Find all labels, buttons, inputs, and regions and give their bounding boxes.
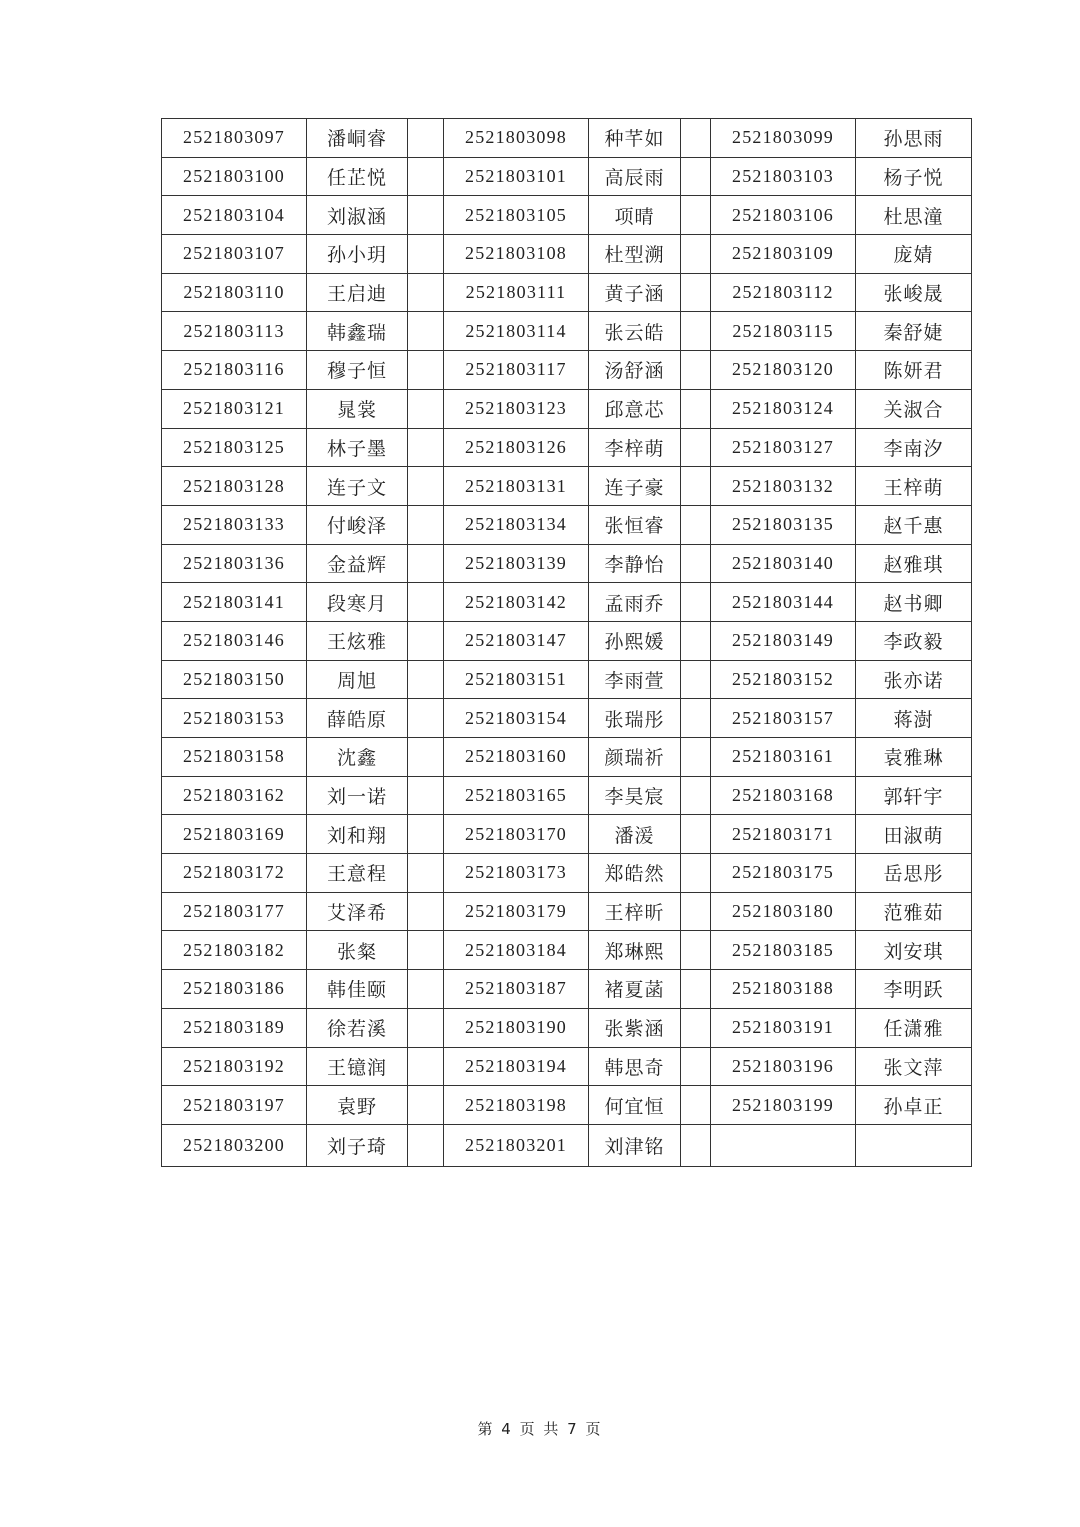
student-id-cell: 2521803134 bbox=[444, 505, 589, 544]
spacer-cell bbox=[408, 389, 444, 428]
student-id-cell: 2521803131 bbox=[444, 467, 589, 506]
roster-body bbox=[162, 119, 972, 1167]
student-id-cell: 2521803190 bbox=[444, 1008, 589, 1047]
spacer-cell bbox=[408, 544, 444, 583]
student-name-cell: 王镱润 bbox=[307, 1047, 408, 1086]
student-id-cell: 2521803115 bbox=[711, 312, 856, 351]
spacer-cell bbox=[408, 157, 444, 196]
spacer-cell bbox=[681, 854, 711, 893]
student-name-cell: 汤舒涵 bbox=[589, 351, 681, 390]
spacer-cell bbox=[408, 970, 444, 1009]
student-name-cell: 连子文 bbox=[307, 467, 408, 506]
student-name-cell: 蒋澍 bbox=[856, 699, 972, 738]
student-name-cell: 王意程 bbox=[307, 854, 408, 893]
spacer-cell bbox=[681, 699, 711, 738]
student-id-cell: 2521803114 bbox=[444, 312, 589, 351]
table-row bbox=[162, 776, 972, 815]
student-id-cell: 2521803185 bbox=[711, 931, 856, 970]
table-row bbox=[162, 428, 972, 467]
spacer-cell bbox=[408, 1008, 444, 1047]
spacer-cell bbox=[681, 931, 711, 970]
student-id-cell: 2521803127 bbox=[711, 428, 856, 467]
table-row bbox=[162, 583, 972, 622]
student-name-cell: 刘一诺 bbox=[307, 776, 408, 815]
student-name-cell: 种芊如 bbox=[589, 119, 681, 158]
student-id-cell: 2521803142 bbox=[444, 583, 589, 622]
student-id-cell: 2521803106 bbox=[711, 196, 856, 235]
student-id-cell: 2521803149 bbox=[711, 621, 856, 660]
student-id-cell: 2521803141 bbox=[162, 583, 307, 622]
table-row bbox=[162, 931, 972, 970]
student-name-cell: 张文萍 bbox=[856, 1047, 972, 1086]
student-id-cell: 2521803194 bbox=[444, 1047, 589, 1086]
student-name-cell: 赵雅琪 bbox=[856, 544, 972, 583]
table-row bbox=[162, 854, 972, 893]
student-name-cell bbox=[856, 1124, 972, 1166]
student-name-cell: 李政毅 bbox=[856, 621, 972, 660]
student-name-cell: 孙熙媛 bbox=[589, 621, 681, 660]
student-name-cell: 何宜恒 bbox=[589, 1086, 681, 1125]
spacer-cell bbox=[408, 621, 444, 660]
spacer-cell bbox=[408, 467, 444, 506]
student-id-cell: 2521803179 bbox=[444, 892, 589, 931]
table-row bbox=[162, 544, 972, 583]
spacer-cell bbox=[408, 1124, 444, 1166]
spacer-cell bbox=[408, 776, 444, 815]
student-id-cell: 2521803198 bbox=[444, 1086, 589, 1125]
student-name-cell: 岳思彤 bbox=[856, 854, 972, 893]
student-id-cell: 2521803196 bbox=[711, 1047, 856, 1086]
student-id-cell: 2521803101 bbox=[444, 157, 589, 196]
spacer-cell bbox=[681, 312, 711, 351]
spacer-cell bbox=[681, 467, 711, 506]
student-name-cell: 沈鑫 bbox=[307, 738, 408, 777]
student-name-cell: 陈妍君 bbox=[856, 351, 972, 390]
student-id-cell: 2521803125 bbox=[162, 428, 307, 467]
student-name-cell: 李雨萱 bbox=[589, 660, 681, 699]
student-id-cell: 2521803160 bbox=[444, 738, 589, 777]
student-id-cell: 2521803144 bbox=[711, 583, 856, 622]
table-row bbox=[162, 505, 972, 544]
student-name-cell: 王启迪 bbox=[307, 273, 408, 312]
student-id-cell: 2521803126 bbox=[444, 428, 589, 467]
student-name-cell: 关淑合 bbox=[856, 389, 972, 428]
student-name-cell: 李南汐 bbox=[856, 428, 972, 467]
spacer-cell bbox=[408, 273, 444, 312]
table-row bbox=[162, 738, 972, 777]
student-name-cell: 林子墨 bbox=[307, 428, 408, 467]
student-name-cell: 赵书卿 bbox=[856, 583, 972, 622]
student-name-cell: 穆子恒 bbox=[307, 351, 408, 390]
student-id-cell: 2521803113 bbox=[162, 312, 307, 351]
spacer-cell bbox=[408, 119, 444, 158]
student-id-cell: 2521803100 bbox=[162, 157, 307, 196]
student-id-cell: 2521803107 bbox=[162, 235, 307, 274]
student-name-cell: 郑皓然 bbox=[589, 854, 681, 893]
student-id-cell: 2521803200 bbox=[162, 1124, 307, 1166]
student-id-cell: 2521803120 bbox=[711, 351, 856, 390]
spacer-cell bbox=[408, 351, 444, 390]
student-name-cell: 赵千惠 bbox=[856, 505, 972, 544]
student-name-cell: 杨子悦 bbox=[856, 157, 972, 196]
student-name-cell: 付峻泽 bbox=[307, 505, 408, 544]
student-name-cell: 秦舒婕 bbox=[856, 312, 972, 351]
student-name-cell: 田淑萌 bbox=[856, 815, 972, 854]
student-id-cell: 2521803165 bbox=[444, 776, 589, 815]
student-name-cell: 韩鑫瑞 bbox=[307, 312, 408, 351]
student-name-cell: 潘湲 bbox=[589, 815, 681, 854]
student-id-cell: 2521803111 bbox=[444, 273, 589, 312]
table-row bbox=[162, 660, 972, 699]
table-row bbox=[162, 389, 972, 428]
spacer-cell bbox=[681, 544, 711, 583]
student-id-cell: 2521803132 bbox=[711, 467, 856, 506]
student-id-cell: 2521803180 bbox=[711, 892, 856, 931]
student-id-cell: 2521803192 bbox=[162, 1047, 307, 1086]
student-name-cell: 刘子琦 bbox=[307, 1124, 408, 1166]
student-id-cell: 2521803186 bbox=[162, 970, 307, 1009]
student-id-cell: 2521803147 bbox=[444, 621, 589, 660]
student-name-cell: 高辰雨 bbox=[589, 157, 681, 196]
student-name-cell: 韩佳颐 bbox=[307, 970, 408, 1009]
student-id-cell: 2521803161 bbox=[711, 738, 856, 777]
student-name-cell: 孙卓正 bbox=[856, 1086, 972, 1125]
student-name-cell: 任芷悦 bbox=[307, 157, 408, 196]
student-name-cell: 韩思奇 bbox=[589, 1047, 681, 1086]
student-id-cell: 2521803201 bbox=[444, 1124, 589, 1166]
student-name-cell: 张粲 bbox=[307, 931, 408, 970]
student-name-cell: 晁裳 bbox=[307, 389, 408, 428]
student-name-cell: 刘安琪 bbox=[856, 931, 972, 970]
spacer-cell bbox=[408, 505, 444, 544]
spacer-cell bbox=[681, 660, 711, 699]
student-id-cell: 2521803146 bbox=[162, 621, 307, 660]
student-name-cell: 褚夏菡 bbox=[589, 970, 681, 1009]
table-row bbox=[162, 1047, 972, 1086]
table-row bbox=[162, 273, 972, 312]
spacer-cell bbox=[681, 273, 711, 312]
student-name-cell: 孙思雨 bbox=[856, 119, 972, 158]
student-name-cell: 李梓萌 bbox=[589, 428, 681, 467]
student-id-cell: 2521803151 bbox=[444, 660, 589, 699]
student-name-cell: 刘淑涵 bbox=[307, 196, 408, 235]
student-id-cell: 2521803103 bbox=[711, 157, 856, 196]
student-id-cell: 2521803175 bbox=[711, 854, 856, 893]
student-name-cell: 段寒月 bbox=[307, 583, 408, 622]
student-id-cell: 2521803154 bbox=[444, 699, 589, 738]
spacer-cell bbox=[681, 970, 711, 1009]
student-name-cell: 张瑞彤 bbox=[589, 699, 681, 738]
spacer-cell bbox=[681, 389, 711, 428]
student-id-cell: 2521803116 bbox=[162, 351, 307, 390]
student-id-cell: 2521803172 bbox=[162, 854, 307, 893]
spacer-cell bbox=[408, 738, 444, 777]
student-name-cell: 邱意芯 bbox=[589, 389, 681, 428]
student-name-cell: 袁野 bbox=[307, 1086, 408, 1125]
student-id-cell: 2521803153 bbox=[162, 699, 307, 738]
table-row bbox=[162, 119, 972, 158]
spacer-cell bbox=[408, 583, 444, 622]
student-id-cell: 2521803109 bbox=[711, 235, 856, 274]
student-id-cell: 2521803171 bbox=[711, 815, 856, 854]
table-row bbox=[162, 699, 972, 738]
student-name-cell: 任潇雅 bbox=[856, 1008, 972, 1047]
table-row bbox=[162, 1008, 972, 1047]
student-id-cell bbox=[711, 1124, 856, 1166]
student-id-cell: 2521803105 bbox=[444, 196, 589, 235]
student-id-cell: 2521803124 bbox=[711, 389, 856, 428]
student-id-cell: 2521803152 bbox=[711, 660, 856, 699]
student-id-cell: 2521803117 bbox=[444, 351, 589, 390]
spacer-cell bbox=[408, 815, 444, 854]
roster-table bbox=[161, 118, 972, 1167]
spacer-cell bbox=[681, 351, 711, 390]
student-name-cell: 张云皓 bbox=[589, 312, 681, 351]
student-id-cell: 2521803184 bbox=[444, 931, 589, 970]
student-name-cell: 艾泽希 bbox=[307, 892, 408, 931]
spacer-cell bbox=[681, 892, 711, 931]
spacer-cell bbox=[681, 196, 711, 235]
spacer-cell bbox=[681, 776, 711, 815]
student-id-cell: 2521803110 bbox=[162, 273, 307, 312]
student-name-cell: 黄子涵 bbox=[589, 273, 681, 312]
student-id-cell: 2521803140 bbox=[711, 544, 856, 583]
student-name-cell: 袁雅琳 bbox=[856, 738, 972, 777]
spacer-cell bbox=[408, 660, 444, 699]
student-name-cell: 郭轩宇 bbox=[856, 776, 972, 815]
student-id-cell: 2521803162 bbox=[162, 776, 307, 815]
student-name-cell: 张紫涵 bbox=[589, 1008, 681, 1047]
student-name-cell: 张恒睿 bbox=[589, 505, 681, 544]
table-row bbox=[162, 312, 972, 351]
student-id-cell: 2521803199 bbox=[711, 1086, 856, 1125]
student-name-cell: 颜瑞祈 bbox=[589, 738, 681, 777]
student-id-cell: 2521803104 bbox=[162, 196, 307, 235]
student-id-cell: 2521803173 bbox=[444, 854, 589, 893]
student-name-cell: 项晴 bbox=[589, 196, 681, 235]
student-name-cell: 郑琳熙 bbox=[589, 931, 681, 970]
student-name-cell: 张亦诺 bbox=[856, 660, 972, 699]
student-name-cell: 周旭 bbox=[307, 660, 408, 699]
spacer-cell bbox=[408, 196, 444, 235]
student-name-cell: 刘津铭 bbox=[589, 1124, 681, 1166]
student-name-cell: 杜型溯 bbox=[589, 235, 681, 274]
student-id-cell: 2521803168 bbox=[711, 776, 856, 815]
spacer-cell bbox=[408, 312, 444, 351]
student-id-cell: 2521803121 bbox=[162, 389, 307, 428]
spacer-cell bbox=[681, 738, 711, 777]
table-row bbox=[162, 235, 972, 274]
spacer-cell bbox=[681, 1086, 711, 1125]
student-name-cell: 刘和翔 bbox=[307, 815, 408, 854]
student-id-cell: 2521803133 bbox=[162, 505, 307, 544]
table-row bbox=[162, 815, 972, 854]
student-name-cell: 庞婧 bbox=[856, 235, 972, 274]
spacer-cell bbox=[681, 119, 711, 158]
student-name-cell: 李明跃 bbox=[856, 970, 972, 1009]
student-id-cell: 2521803139 bbox=[444, 544, 589, 583]
table-row bbox=[162, 196, 972, 235]
student-name-cell: 范雅茹 bbox=[856, 892, 972, 931]
student-id-cell: 2521803150 bbox=[162, 660, 307, 699]
table-row bbox=[162, 157, 972, 196]
student-name-cell: 徐若溪 bbox=[307, 1008, 408, 1047]
spacer-cell bbox=[681, 1124, 711, 1166]
student-id-cell: 2521803135 bbox=[711, 505, 856, 544]
student-name-cell: 李昊宸 bbox=[589, 776, 681, 815]
spacer-cell bbox=[408, 854, 444, 893]
student-name-cell: 薛皓原 bbox=[307, 699, 408, 738]
student-id-cell: 2521803170 bbox=[444, 815, 589, 854]
table-row bbox=[162, 970, 972, 1009]
spacer-cell bbox=[408, 1047, 444, 1086]
student-name-cell: 孟雨乔 bbox=[589, 583, 681, 622]
page-number: 第 4 页 共 7 页 bbox=[477, 1420, 603, 1438]
student-id-cell: 2521803187 bbox=[444, 970, 589, 1009]
student-name-cell: 孙小玥 bbox=[307, 235, 408, 274]
student-name-cell: 潘峒睿 bbox=[307, 119, 408, 158]
spacer-cell bbox=[408, 931, 444, 970]
student-name-cell: 李静怡 bbox=[589, 544, 681, 583]
student-id-cell: 2521803157 bbox=[711, 699, 856, 738]
table-row bbox=[162, 467, 972, 506]
table-row bbox=[162, 621, 972, 660]
student-id-cell: 2521803097 bbox=[162, 119, 307, 158]
student-id-cell: 2521803108 bbox=[444, 235, 589, 274]
student-id-cell: 2521803158 bbox=[162, 738, 307, 777]
spacer-cell bbox=[681, 621, 711, 660]
spacer-cell bbox=[681, 1047, 711, 1086]
student-name-cell: 王梓昕 bbox=[589, 892, 681, 931]
spacer-cell bbox=[408, 428, 444, 467]
student-id-cell: 2521803128 bbox=[162, 467, 307, 506]
student-name-cell: 连子豪 bbox=[589, 467, 681, 506]
student-id-cell: 2521803188 bbox=[711, 970, 856, 1009]
student-id-cell: 2521803177 bbox=[162, 892, 307, 931]
student-name-cell: 金益辉 bbox=[307, 544, 408, 583]
spacer-cell bbox=[681, 428, 711, 467]
spacer-cell bbox=[408, 1086, 444, 1125]
student-id-cell: 2521803136 bbox=[162, 544, 307, 583]
student-name-cell: 杜思潼 bbox=[856, 196, 972, 235]
student-id-cell: 2521803189 bbox=[162, 1008, 307, 1047]
table-row bbox=[162, 351, 972, 390]
student-id-cell: 2521803112 bbox=[711, 273, 856, 312]
table-row bbox=[162, 1124, 972, 1166]
student-id-cell: 2521803197 bbox=[162, 1086, 307, 1125]
student-id-cell: 2521803191 bbox=[711, 1008, 856, 1047]
student-id-cell: 2521803098 bbox=[444, 119, 589, 158]
student-name-cell: 王梓萌 bbox=[856, 467, 972, 506]
student-id-cell: 2521803182 bbox=[162, 931, 307, 970]
spacer-cell bbox=[408, 699, 444, 738]
student-name-cell: 王炫雅 bbox=[307, 621, 408, 660]
spacer-cell bbox=[681, 505, 711, 544]
spacer-cell bbox=[681, 815, 711, 854]
student-id-cell: 2521803123 bbox=[444, 389, 589, 428]
student-id-cell: 2521803169 bbox=[162, 815, 307, 854]
spacer-cell bbox=[681, 583, 711, 622]
spacer-cell bbox=[681, 1008, 711, 1047]
table-row bbox=[162, 892, 972, 931]
student-id-cell: 2521803099 bbox=[711, 119, 856, 158]
spacer-cell bbox=[681, 157, 711, 196]
spacer-cell bbox=[681, 235, 711, 274]
spacer-cell bbox=[408, 892, 444, 931]
spacer-cell bbox=[408, 235, 444, 274]
student-name-cell: 张峻晟 bbox=[856, 273, 972, 312]
table-row bbox=[162, 1086, 972, 1125]
